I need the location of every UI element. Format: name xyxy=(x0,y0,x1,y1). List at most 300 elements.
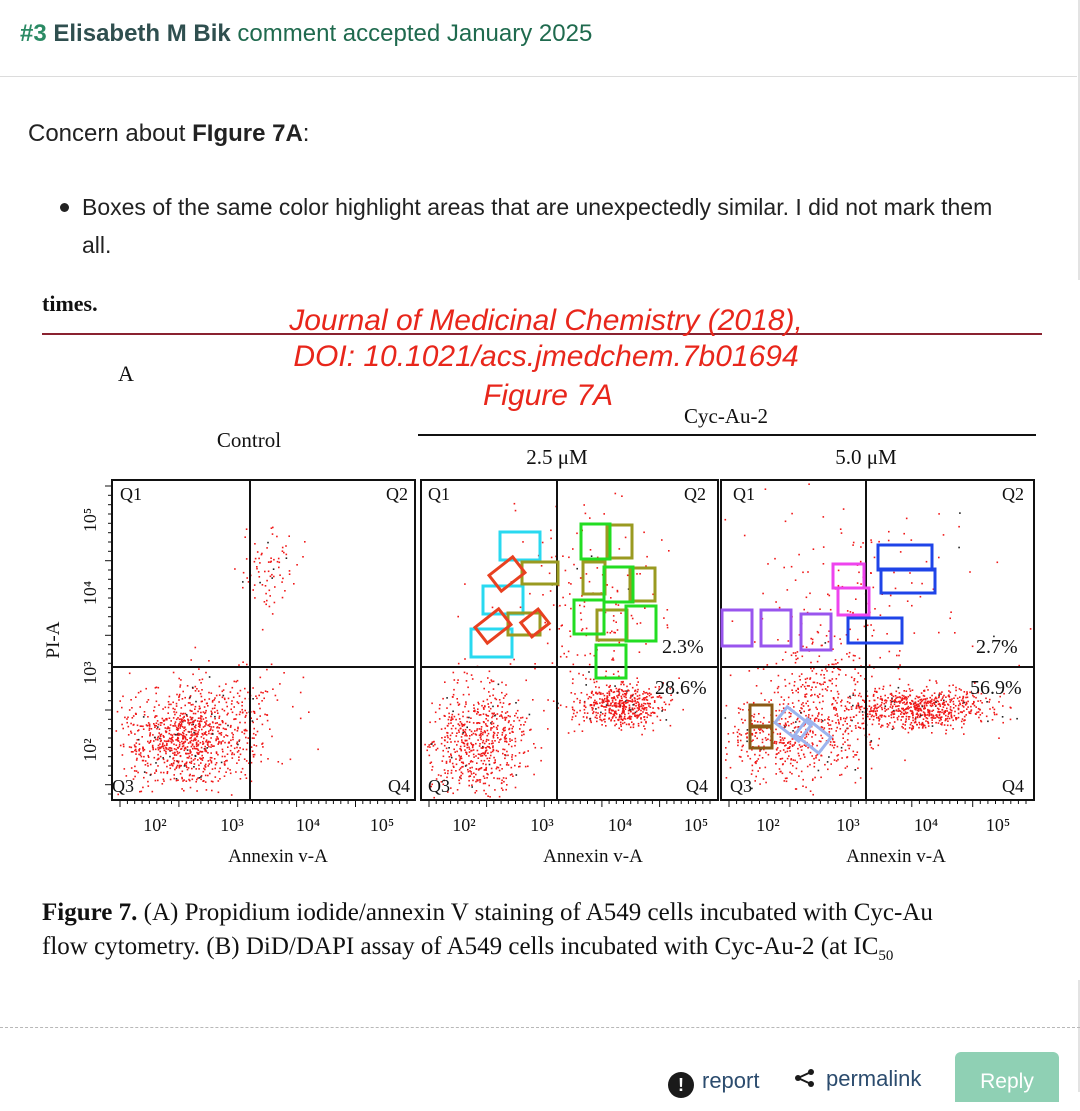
event-dot xyxy=(818,770,820,772)
event-dot xyxy=(859,658,861,660)
event-dot xyxy=(168,704,170,706)
event-dot xyxy=(966,693,968,695)
event-dot xyxy=(153,723,155,725)
event-dot xyxy=(497,706,499,708)
event-dot xyxy=(179,715,181,717)
event-dot xyxy=(472,761,474,763)
event-dot xyxy=(940,717,942,719)
event-dot xyxy=(576,568,578,570)
event-dot xyxy=(785,685,787,687)
event-dot xyxy=(224,764,226,766)
event-dot xyxy=(939,703,941,705)
event-dot xyxy=(469,735,471,737)
event-dot xyxy=(192,717,194,719)
event-dot xyxy=(1002,705,1004,707)
event-dot xyxy=(627,702,629,704)
event-dot xyxy=(824,764,826,766)
event-dot xyxy=(290,759,292,761)
event-dot xyxy=(447,770,449,772)
event-dot xyxy=(155,715,157,717)
event-dot xyxy=(154,727,156,729)
event-dot xyxy=(613,659,615,661)
plot-frame xyxy=(112,480,415,800)
event-dot xyxy=(860,696,862,698)
event-dot xyxy=(281,581,283,583)
event-dot xyxy=(818,712,820,714)
event-dot xyxy=(841,757,843,759)
event-dot xyxy=(267,542,269,544)
event-dot xyxy=(904,701,906,703)
event-dot xyxy=(570,636,572,638)
event-dot xyxy=(155,769,157,771)
event-dot xyxy=(754,729,756,731)
event-dot xyxy=(452,696,454,698)
event-dot xyxy=(195,768,197,770)
event-dot xyxy=(618,689,620,691)
event-dot xyxy=(169,764,171,766)
event-dot xyxy=(184,750,186,752)
event-dot xyxy=(831,664,833,666)
event-dot xyxy=(633,727,635,729)
event-dot xyxy=(439,704,441,706)
event-dot xyxy=(207,752,209,754)
event-dot xyxy=(447,725,449,727)
event-dot xyxy=(945,719,947,721)
event-dot xyxy=(183,720,185,722)
event-dot xyxy=(194,748,196,750)
event-dot xyxy=(511,739,513,741)
event-dot xyxy=(747,755,749,757)
event-dot xyxy=(757,721,759,723)
event-dot xyxy=(643,705,645,707)
event-dot xyxy=(136,742,138,744)
event-dot xyxy=(247,742,249,744)
event-dot xyxy=(131,747,133,749)
event-dot xyxy=(622,694,624,696)
event-dot xyxy=(876,715,878,717)
event-dot xyxy=(259,582,261,584)
event-dot xyxy=(253,756,255,758)
event-dot xyxy=(136,770,138,772)
event-dot xyxy=(208,733,210,735)
event-dot xyxy=(266,580,268,582)
event-dot xyxy=(954,715,956,717)
event-dot xyxy=(625,718,627,720)
event-dot xyxy=(477,739,479,741)
event-dot xyxy=(479,728,481,730)
event-dot xyxy=(204,748,206,750)
event-dot xyxy=(779,742,781,744)
event-dot xyxy=(959,696,961,698)
reply-button[interactable]: Reply xyxy=(955,1052,1059,1102)
event-dot xyxy=(271,527,273,529)
permalink-link[interactable] xyxy=(794,1066,921,1094)
event-dot xyxy=(461,758,463,760)
event-dot xyxy=(195,734,197,736)
event-dot xyxy=(788,725,790,727)
event-dot xyxy=(759,783,761,785)
event-dot xyxy=(590,679,592,681)
event-dot xyxy=(615,717,617,719)
event-dot xyxy=(256,566,258,568)
event-dot xyxy=(869,711,871,713)
event-dot xyxy=(493,777,495,779)
event-dot xyxy=(553,700,555,702)
event-dot xyxy=(845,674,847,676)
event-dot xyxy=(918,722,920,724)
event-dot xyxy=(259,576,261,578)
event-dot xyxy=(590,653,592,655)
event-dot xyxy=(501,782,503,784)
event-dot xyxy=(244,733,246,735)
event-dot xyxy=(590,722,592,724)
event-dot xyxy=(196,790,198,792)
event-dot xyxy=(534,663,536,665)
event-dot xyxy=(186,734,188,736)
event-dot xyxy=(490,755,492,757)
event-dot xyxy=(872,635,874,637)
event-dot xyxy=(929,714,931,716)
event-dot xyxy=(870,708,872,710)
event-dot xyxy=(515,787,517,789)
event-dot xyxy=(541,747,543,749)
event-dot xyxy=(640,622,642,624)
event-dot xyxy=(153,740,155,742)
event-dot xyxy=(664,709,666,711)
event-dot xyxy=(682,709,684,711)
report-link[interactable] xyxy=(668,1068,759,1098)
event-dot xyxy=(260,692,262,694)
event-dot xyxy=(871,710,873,712)
event-dot xyxy=(266,600,268,602)
event-dot xyxy=(931,706,933,708)
event-dot xyxy=(730,767,732,769)
event-dot xyxy=(797,748,799,750)
event-dot xyxy=(821,708,823,710)
event-dot xyxy=(496,727,498,729)
event-dot xyxy=(795,742,797,744)
event-dot xyxy=(568,582,570,584)
event-dot xyxy=(639,706,641,708)
event-dot xyxy=(884,695,886,697)
event-dot xyxy=(950,611,952,613)
event-dot xyxy=(969,571,971,573)
panel-title-2-5: 2.5 μM xyxy=(526,445,588,469)
event-dot xyxy=(185,765,187,767)
event-dot xyxy=(247,692,249,694)
event-dot xyxy=(181,723,183,725)
event-dot xyxy=(584,655,586,657)
event-dot xyxy=(798,753,800,755)
event-dot xyxy=(929,710,931,712)
event-dot xyxy=(457,679,459,681)
event-dot xyxy=(504,717,506,719)
event-dot xyxy=(742,709,744,711)
event-dot xyxy=(828,719,830,721)
event-dot xyxy=(851,677,853,679)
event-dot xyxy=(953,701,955,703)
event-dot xyxy=(643,725,645,727)
event-dot xyxy=(838,693,840,695)
event-dot xyxy=(797,692,799,694)
event-dot xyxy=(231,745,233,747)
event-dot xyxy=(145,764,147,766)
event-dot xyxy=(139,706,141,708)
event-dot xyxy=(499,699,501,701)
event-dot xyxy=(963,697,965,699)
event-dot xyxy=(827,722,829,724)
event-dot xyxy=(481,753,483,755)
event-dot xyxy=(179,719,181,721)
event-dot xyxy=(254,543,256,545)
event-dot xyxy=(926,705,928,707)
event-dot xyxy=(176,780,178,782)
event-dot xyxy=(132,717,134,719)
event-dot xyxy=(476,762,478,764)
comment-number[interactable]: #3 xyxy=(20,20,47,47)
event-dot xyxy=(207,743,209,745)
event-dot xyxy=(873,630,875,632)
event-dot xyxy=(911,728,913,730)
event-dot xyxy=(929,680,931,682)
event-dot xyxy=(814,777,816,779)
event-dot xyxy=(191,710,193,712)
x-tick-label: 10⁵ xyxy=(683,815,709,835)
event-dot xyxy=(164,750,166,752)
event-dot xyxy=(651,697,653,699)
event-dot xyxy=(182,717,184,719)
event-dot xyxy=(853,660,855,662)
event-dot xyxy=(885,716,887,718)
event-dot xyxy=(512,726,514,728)
event-dot xyxy=(198,768,200,770)
event-dot xyxy=(473,756,475,758)
event-dot xyxy=(237,741,239,743)
event-dot xyxy=(483,713,485,715)
event-dot xyxy=(768,721,770,723)
event-dot xyxy=(184,697,186,699)
event-dot xyxy=(246,777,248,779)
event-dot xyxy=(130,731,132,733)
event-dot xyxy=(246,664,248,666)
event-dot xyxy=(157,739,159,741)
event-dot xyxy=(891,717,893,719)
event-dot xyxy=(188,753,190,755)
event-dot xyxy=(634,714,636,716)
event-dot xyxy=(193,766,195,768)
event-dot xyxy=(807,685,809,687)
event-dot xyxy=(238,664,240,666)
event-dot xyxy=(955,690,957,692)
event-dot xyxy=(609,712,611,714)
event-dot xyxy=(156,701,158,703)
event-dot xyxy=(849,702,851,704)
event-dot xyxy=(167,771,169,773)
event-dot xyxy=(454,679,456,681)
event-dot xyxy=(919,724,921,726)
event-dot xyxy=(491,721,493,723)
event-dot xyxy=(482,742,484,744)
event-dot xyxy=(258,571,260,573)
event-dot xyxy=(839,774,841,776)
event-dot xyxy=(174,734,176,736)
event-dot xyxy=(487,677,489,679)
event-dot xyxy=(965,714,967,716)
event-dot xyxy=(166,748,168,750)
comment-author[interactable]: Elisabeth M Bik xyxy=(53,20,231,47)
event-dot xyxy=(864,626,866,628)
event-dot xyxy=(141,791,143,793)
event-dot xyxy=(466,727,468,729)
event-dot xyxy=(629,716,631,718)
event-dot xyxy=(824,719,826,721)
event-dot xyxy=(214,707,216,709)
event-dot xyxy=(862,714,864,716)
event-dot xyxy=(179,727,181,729)
event-dot xyxy=(465,733,467,735)
event-dot xyxy=(893,572,895,574)
event-dot xyxy=(232,757,234,759)
event-dot xyxy=(624,722,626,724)
event-dot xyxy=(450,720,452,722)
event-dot xyxy=(579,605,581,607)
event-dot xyxy=(800,712,802,714)
event-dot xyxy=(573,701,575,703)
event-dot xyxy=(489,695,491,697)
event-dot xyxy=(460,721,462,723)
event-dot xyxy=(500,702,502,704)
event-dot xyxy=(978,708,980,710)
event-dot xyxy=(783,739,785,741)
event-dot xyxy=(487,699,489,701)
event-dot xyxy=(922,714,924,716)
event-dot xyxy=(732,620,734,622)
event-dot xyxy=(230,709,232,711)
event-dot xyxy=(918,697,920,699)
event-dot xyxy=(742,746,744,748)
event-dot xyxy=(776,753,778,755)
event-dot xyxy=(948,695,950,697)
event-dot xyxy=(790,763,792,765)
event-dot xyxy=(446,707,448,709)
event-dot xyxy=(173,762,175,764)
event-dot xyxy=(642,699,644,701)
event-dot xyxy=(752,733,754,735)
event-dot xyxy=(629,705,631,707)
event-dot xyxy=(874,691,876,693)
event-dot xyxy=(888,715,890,717)
percent-p3-q4: 56.9% xyxy=(970,677,1022,699)
event-dot xyxy=(640,713,642,715)
event-dot xyxy=(781,696,783,698)
event-dot xyxy=(792,730,794,732)
event-dot xyxy=(439,708,441,710)
event-dot xyxy=(446,697,448,699)
event-dot xyxy=(621,700,623,702)
event-dot xyxy=(444,681,446,683)
event-dot xyxy=(577,654,579,656)
event-dot xyxy=(473,749,475,751)
event-dot xyxy=(829,728,831,730)
event-dot xyxy=(836,702,838,704)
event-dot xyxy=(629,708,631,710)
event-dot xyxy=(200,718,202,720)
event-dot xyxy=(150,764,152,766)
event-dot xyxy=(283,672,285,674)
quadrant-label-q1: Q1 xyxy=(428,484,450,504)
event-dot xyxy=(190,734,192,736)
event-dot xyxy=(762,723,764,725)
event-dot xyxy=(926,717,928,719)
event-dot xyxy=(667,609,669,611)
event-dot xyxy=(814,766,816,768)
event-dot xyxy=(835,659,837,661)
event-dot xyxy=(817,682,819,684)
event-dot xyxy=(472,780,474,782)
event-dot xyxy=(805,682,807,684)
event-dot xyxy=(144,771,146,773)
event-dot xyxy=(493,726,495,728)
event-dot xyxy=(199,723,201,725)
event-dot xyxy=(582,674,584,676)
event-dot xyxy=(894,704,896,706)
event-dot xyxy=(487,720,489,722)
event-dot xyxy=(211,692,213,694)
event-dot xyxy=(822,695,824,697)
event-dot xyxy=(837,662,839,664)
event-dot xyxy=(163,724,165,726)
event-dot xyxy=(203,780,205,782)
event-dot xyxy=(652,696,654,698)
event-dot xyxy=(227,753,229,755)
event-dot xyxy=(923,690,925,692)
event-dot xyxy=(614,685,616,687)
event-dot xyxy=(746,751,748,753)
event-dot xyxy=(194,763,196,765)
event-dot xyxy=(850,697,852,699)
event-dot xyxy=(211,726,213,728)
event-dot xyxy=(303,677,305,679)
event-dot xyxy=(485,764,487,766)
event-dot xyxy=(964,716,966,718)
event-dot xyxy=(916,724,918,726)
event-dot xyxy=(483,707,485,709)
event-dot xyxy=(931,732,933,734)
event-dot xyxy=(860,546,862,548)
event-dot xyxy=(163,748,165,750)
event-dot xyxy=(741,749,743,751)
event-dot xyxy=(801,746,803,748)
event-dot xyxy=(938,697,940,699)
event-dot xyxy=(499,778,501,780)
event-dot xyxy=(446,762,448,764)
event-dot xyxy=(469,751,471,753)
event-dot xyxy=(602,713,604,715)
event-dot xyxy=(187,685,189,687)
event-dot xyxy=(520,607,522,609)
event-dot xyxy=(805,688,807,690)
event-dot xyxy=(146,701,148,703)
event-dot xyxy=(742,760,744,762)
event-dot xyxy=(595,692,597,694)
event-dot xyxy=(178,725,180,727)
event-dot xyxy=(923,695,925,697)
event-dot xyxy=(937,716,939,718)
event-dot xyxy=(488,733,490,735)
event-dot xyxy=(794,681,796,683)
event-dot xyxy=(581,619,583,621)
event-dot xyxy=(759,767,761,769)
